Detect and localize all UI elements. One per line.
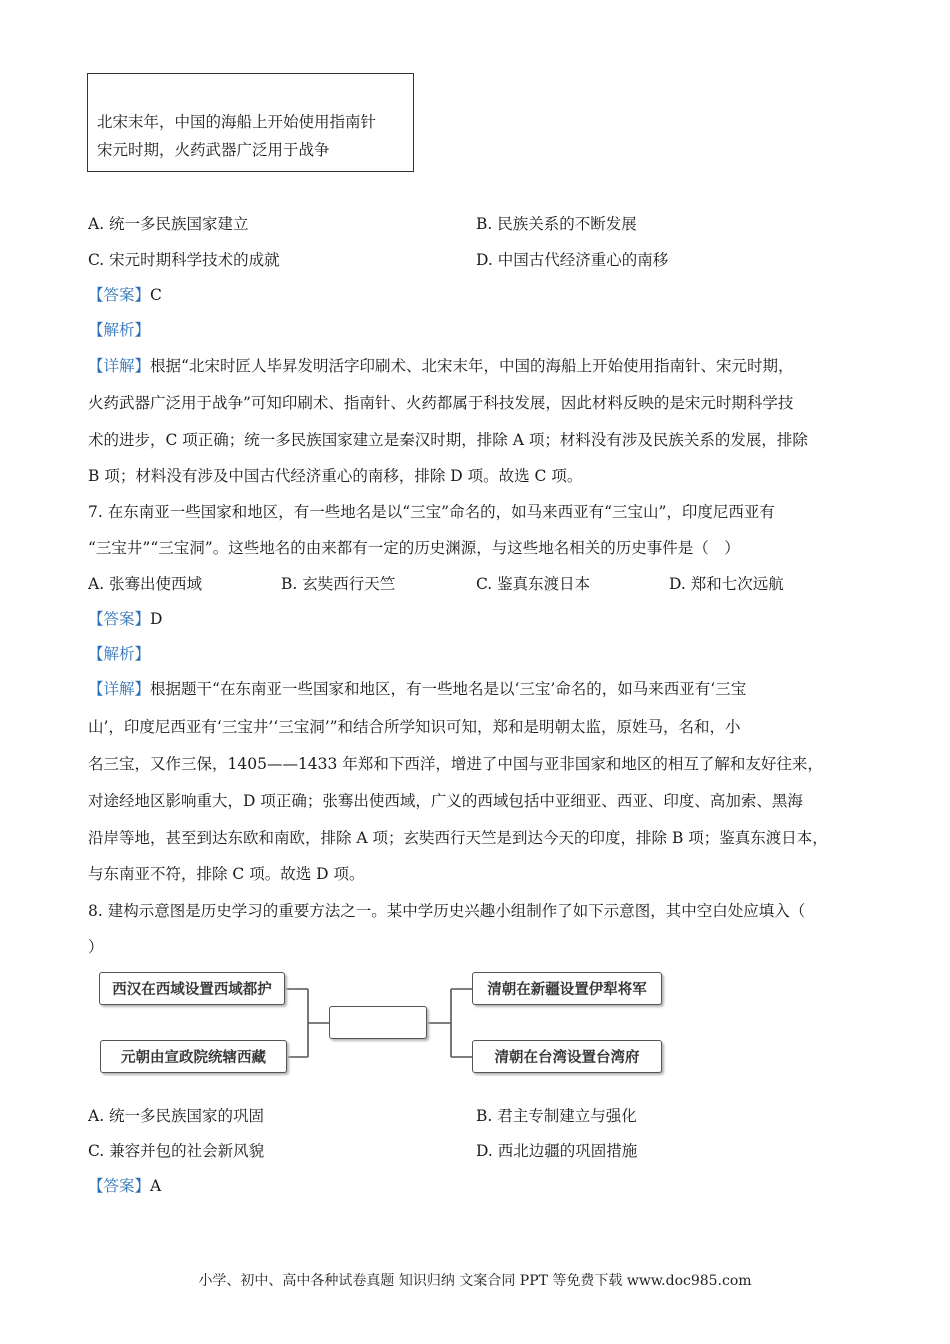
answer-value: A bbox=[150, 1177, 162, 1195]
q7-analysis-label: 【解析】 bbox=[88, 645, 151, 663]
q6-option-d: D. 中国古代经济重心的南移 bbox=[476, 251, 669, 269]
q8-option-a: A. 统一多民族国家的巩固 bbox=[88, 1107, 265, 1125]
q8-option-d: D. 西北边疆的巩固措施 bbox=[476, 1142, 638, 1160]
q8-option-b: B. 君主专制建立与强化 bbox=[476, 1107, 637, 1125]
q6-option-a: A. 统一多民族国家建立 bbox=[88, 215, 249, 233]
q7-option-a: A. 张骞出使西域 bbox=[88, 575, 203, 593]
q7-stem-line-2: “三宝井”“三宝洞”。这些地名的由来都有一定的历史渊源，与这些地名相关的历史事件是（ ） bbox=[88, 539, 740, 557]
answer-value: D bbox=[150, 610, 163, 628]
q8-stem-line-1: 8. 建构示意图是历史学习的重要方法之一。某中学历史兴趣小组制作了如下示意图，其中空白处应填入（ bbox=[88, 902, 806, 920]
answer-value: C bbox=[150, 286, 162, 304]
q6-analysis-label: 【解析】 bbox=[88, 321, 151, 339]
answer-label: 【答案】 bbox=[88, 610, 151, 628]
q7-detail-line-2: 山’，印度尼西亚有‘三宝井’‘三宝洞’”和结合所学知识可知，郑和是明朝太监，原姓马，名和，小 bbox=[88, 718, 741, 736]
q7-option-c: C. 鉴真东渡日本 bbox=[476, 575, 591, 593]
q8-answer bbox=[88, 1174, 161, 1196]
q7-detail-line-1: 【详解】根据题干“在东南亚一些国家和地区，有一些地名是以‘三宝’命名的，如马来西亚有‘三宝 bbox=[88, 680, 747, 698]
q7-detail-line-3: 名三宝，又作三保，1405——1433 年郑和下西洋，增进了中国与亚非国家和地区的相互了解和友好往来， bbox=[88, 755, 823, 773]
diagram-box-xihan: 西汉在西域设置西域都护 bbox=[99, 972, 285, 1005]
diagram-box-xinjiang: 清朝在新疆设置伊犁将军 bbox=[472, 972, 662, 1005]
diagram-box-taiwan: 清朝在台湾设置台湾府 bbox=[472, 1040, 662, 1073]
q7-detail-line-4: 对途经地区影响重大，D 项正确；张骞出使西域，广义的西域包括中亚细亚、西亚、印度、高加索、黑海 bbox=[88, 792, 803, 810]
q8-stem-line-2: ） bbox=[88, 938, 104, 956]
q6-detail-line-3: 术的进步，C 项正确；统一多民族国家建立是秦汉时期，排除 A 项；材料没有涉及民族关系的发展，排除 bbox=[88, 431, 808, 449]
q7-stem-line-1: 7. 在东南亚一些国家和地区，有一些地名是以“三宝”命名的，如马来西亚有“三宝山”，印度尼西亚有 bbox=[88, 503, 775, 521]
q7-option-b: B. 玄奘西行天竺 bbox=[281, 575, 396, 593]
answer-label: 【答案】 bbox=[88, 1177, 151, 1195]
answer-label: 【答案】 bbox=[88, 286, 151, 304]
q7-option-d: D. 郑和七次远航 bbox=[669, 575, 784, 593]
q6-detail-line-1: 【详解】根据“北宋时匠人毕昇发明活字印刷术、北宋末年，中国的海船上开始使用指南针、宋元时期， bbox=[88, 357, 794, 375]
q7-detail-line-5: 沿岸等地，甚至到达东欧和南欧，排除 A 项；玄奘西行天竺是到达今天的印度，排除 B 项；鉴真东渡日本， bbox=[88, 829, 828, 847]
q6-option-b: B. 民族关系的不断发展 bbox=[476, 215, 637, 233]
q8-option-c: C. 兼容并包的社会新风貌 bbox=[88, 1142, 265, 1160]
q6-detail-line-2: 火药武器广泛用于战争”可知印刷术、指南针、火药都属于科技发展，因此材料反映的是宋元时期科学技 bbox=[88, 394, 794, 412]
page-footer: 小学、初中、高中各种试卷真题 知识归纳 文案合同 PPT 等免费下载 www.doc985.com bbox=[198, 1273, 752, 1289]
diagram-blank-box bbox=[329, 1006, 427, 1039]
q6-detail-line-4: B 项；材料没有涉及中国古代经济重心的南移，排除 D 项。故选 C 项。 bbox=[88, 467, 583, 485]
q7-detail-line-6: 与东南亚不符，排除 C 项。故选 D 项。 bbox=[88, 865, 365, 883]
source-line-2: 宋元时期，火药武器广泛用于战争 bbox=[97, 141, 330, 159]
diagram-box-yuan: 元朝由宣政院统辖西藏 bbox=[100, 1040, 287, 1073]
detail-label: 【详解】 bbox=[88, 680, 151, 698]
detail-label: 【详解】 bbox=[88, 357, 151, 375]
source-line-1: 北宋末年，中国的海船上开始使用指南针 bbox=[97, 113, 377, 131]
q6-option-c: C. 宋元时期科学技术的成就 bbox=[88, 251, 280, 269]
